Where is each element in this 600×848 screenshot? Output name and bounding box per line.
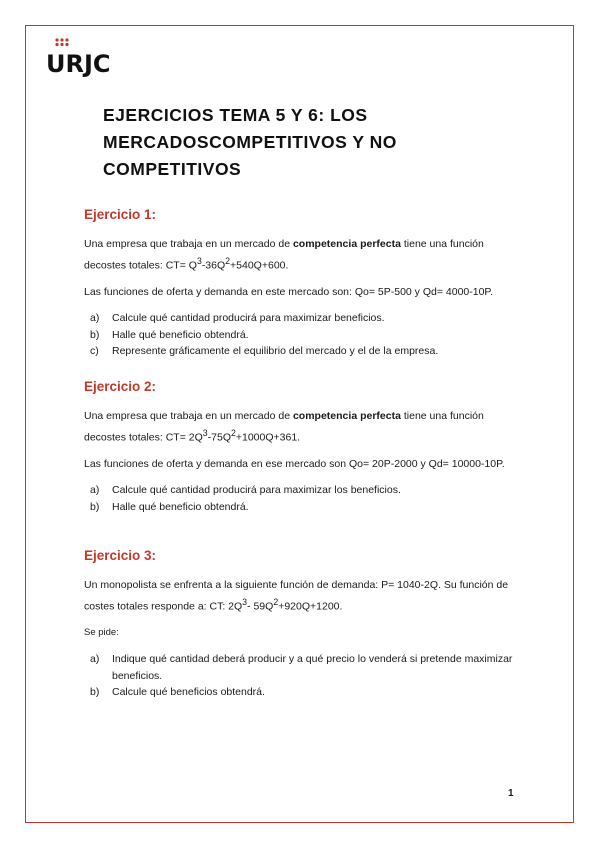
exercise-statement: Una empresa que trabaja en un mercado de competencia perfecta tiene una función decostes totales: $CT= Q^3-36Q^2+540Q+600$. xyxy=(84,238,484,271)
crown-icon xyxy=(54,38,70,50)
exercise-statement: Una empresa que trabaja en un mercado de competencia perfecta tiene una función decostes totales: $CT= 2Q^3-75Q^2+1000Q+361$. xyxy=(84,410,484,443)
list-item: b) Halle qué beneficio obtendrá. xyxy=(90,500,249,513)
exercise-data: Las funciones de oferta y demanda en este mercado son: Qo= 5P-500 y Qd= 4000-10P. xyxy=(84,285,493,298)
exercise-2 xyxy=(84,379,516,515)
page-number: 1 xyxy=(508,788,514,799)
exercise-heading: Ejercicio 2: xyxy=(84,379,157,394)
question-list xyxy=(84,310,516,360)
list-item: b) Calcule qué beneficios obtendrá. xyxy=(90,686,265,698)
exercise-data: Las funciones de oferta y demanda en ese mercado son Qo= 20P-2000 y Qd= 10000-10P. xyxy=(84,457,505,470)
exercise-3 xyxy=(84,548,516,701)
list-item: b) Halle qué beneficio obtendrá. xyxy=(90,328,249,341)
logo-text: URJC xyxy=(46,50,111,78)
question-list xyxy=(84,482,516,515)
exercise-statement: Un monopolista se enfrenta a la siguiente función de demanda: P= 1040-2Q. Su función de costes totales responde a: CT: $2Q^3-$ $59Q^2+920Q+1200$. xyxy=(84,579,509,612)
exercise-heading: Ejercicio 3: xyxy=(84,548,157,563)
page-title: EJERCICIOS TEMA 5 Y 6: LOS MERCADOSCOMPETITIVOS Y NO COMPETITIVOS xyxy=(103,105,397,179)
exercise-1 xyxy=(84,207,516,360)
list-item: a) Calcule qué cantidad producirá para maximizar beneficios. xyxy=(90,312,385,324)
exercise-prompt: Se pide: xyxy=(84,626,119,638)
list-item: c) Represente gráficamente el equilibrio del mercado y el de la empresa. xyxy=(90,345,439,357)
list-item: a) Calcule qué cantidad producirá para maximizar los beneficios. xyxy=(90,484,401,496)
list-item: a) Indique qué cantidad deberá producir y a qué precio lo venderá si pretende maximizar beneficios. xyxy=(90,653,513,682)
exercise-heading: Ejercicio 1: xyxy=(84,207,157,222)
question-list xyxy=(84,651,516,701)
